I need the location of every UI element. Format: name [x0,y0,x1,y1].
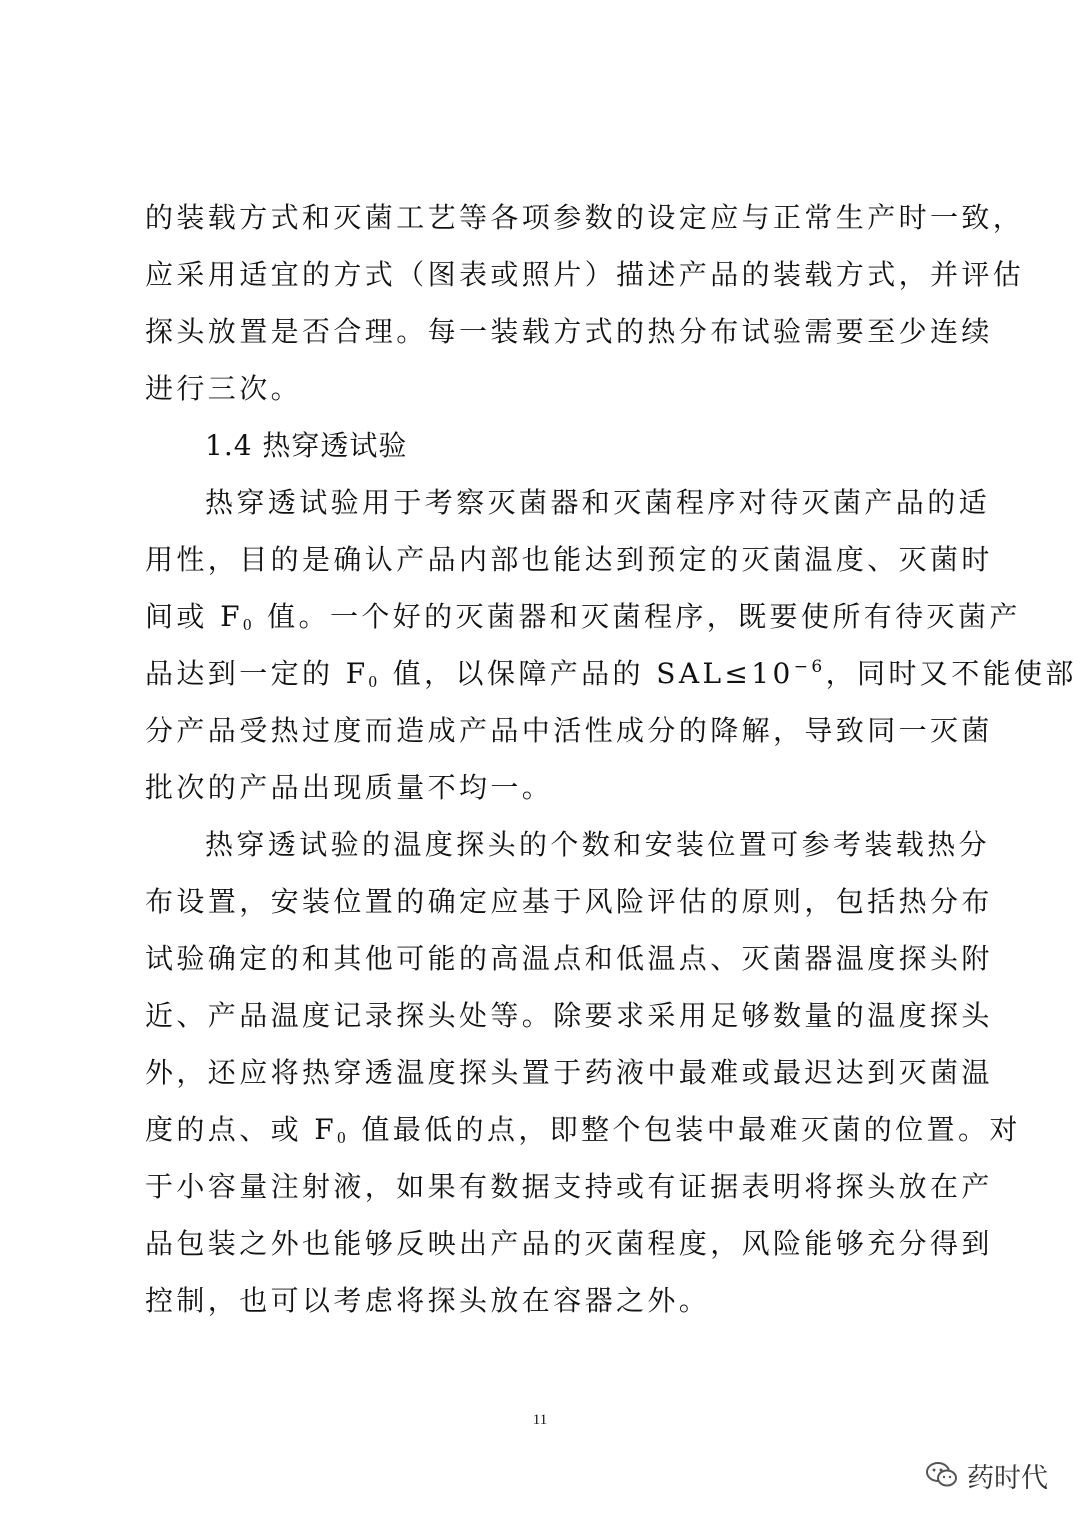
text-line: 分产品受热过度而造成产品中活性成分的降解，导致同一灭菌 [145,714,993,747]
text-line: 品包装之外也能够反映出产品的灭菌程度，风险能够充分得到 [145,1227,993,1260]
text-line: 的装载方式和灭菌工艺等各项参数的设定应与正常生产时一致， [145,201,1025,234]
watermark [925,1455,1048,1495]
text-line: 试验确定的和其他可能的高温点和低温点、灭菌器温度探头附 [145,942,993,975]
text-line: 应采用适宜的方式（图表或照片）描述产品的装载方式，并评估 [145,258,1025,291]
watermark-text: 药时代 [967,1462,1048,1494]
text-line [145,646,1077,702]
text-line: 进行三次。 [145,372,303,405]
text-line: 于小容量注射液，如果有数据支持或有证据表明将探头放在产 [145,1170,993,1203]
section-heading: 1.4 热穿透试验 [205,429,408,462]
text-line [145,1102,1021,1158]
text-fragment: 间或 F [145,600,243,633]
subscript: 0 [368,672,381,691]
superscript: −6 [793,657,826,677]
text-fragment: 品达到一定的 F [145,657,369,690]
text-fragment: 值最低的点，即整个包装中最难灭菌的位置。对 [349,1113,1021,1146]
text-fragment: 值。一个好的灭菌器和灭菌程序，既要使所有待灭菌产 [254,600,1021,633]
text-line: 近、产品温度记录探头处等。除要求采用足够数量的温度探头 [145,999,993,1032]
subscript: 0 [337,1128,350,1147]
text-line: 热穿透试验的温度探头的个数和安装位置可参考装载热分 [205,828,991,861]
wechat-icon [925,1460,959,1490]
text-line: 控制，也可以考虑将探头放在容器之外。 [145,1284,711,1317]
text-fragment: 度的点、或 F [145,1113,338,1146]
text-line: 用性，目的是确认产品内部也能达到预定的灭菌温度、灭菌时 [145,543,993,576]
text-line: 批次的产品出现质量不均一。 [145,771,554,804]
text-line: 热穿透试验用于考察灭菌器和灭菌程序对待灭菌产品的适 [205,486,991,519]
page-number: 11 [532,1412,548,1428]
subscript: 0 [242,615,255,634]
text-line: 布设置，安装位置的确定应基于风险评估的原则，包括热分布 [145,885,993,918]
text-line [145,589,1021,645]
text-line: 探头放置是否合理。每一装载方式的热分布试验需要至少连续 [145,315,993,348]
text-fragment: ，同时又不能使部 [825,657,1077,690]
text-line: 外，还应将热穿透温度探头置于药液中最难或最迟达到灭菌温 [145,1056,993,1089]
text-fragment: 值，以保障产品的 SAL≤10 [380,657,794,690]
